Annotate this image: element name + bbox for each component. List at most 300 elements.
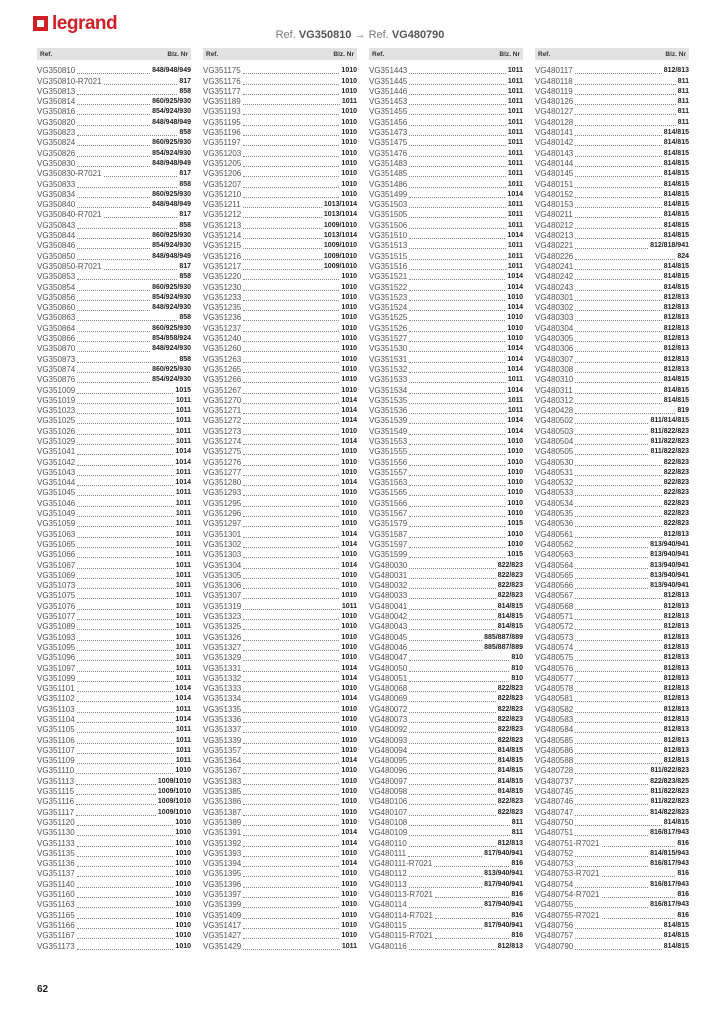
table-row [369, 900, 523, 910]
dot-leader [243, 546, 339, 548]
row-reference: VG351211 [203, 200, 241, 210]
table-row [203, 890, 357, 900]
header-page-label: Blz. Nr [665, 50, 686, 58]
row-reference: VG480757 [535, 931, 574, 941]
table-row [203, 447, 357, 457]
table-row [535, 138, 689, 148]
table-row [37, 426, 191, 436]
row-page-number: 819 [677, 407, 689, 415]
row-reference: VG351167 [37, 931, 75, 941]
dot-leader [77, 278, 177, 280]
row-reference: VG351075 [37, 591, 76, 601]
row-page-number: 817 [179, 170, 191, 178]
dot-leader [77, 381, 150, 383]
row-page-number: 1010 [341, 77, 357, 85]
dot-leader [575, 340, 661, 342]
table-row [37, 282, 191, 292]
row-page-number: 810 [511, 664, 523, 672]
dot-leader [77, 865, 174, 867]
dot-leader [77, 505, 174, 507]
table-row [37, 97, 191, 107]
table-row [369, 478, 523, 488]
dot-leader [409, 845, 496, 847]
row-reference: VG480128 [535, 117, 574, 127]
table-row [369, 251, 523, 261]
row-page-number: 814/815 [497, 602, 523, 610]
row-page-number: 811 [677, 118, 689, 126]
row-page-number: 1010 [341, 468, 357, 476]
dot-leader [77, 113, 150, 115]
row-reference: VG351539 [369, 416, 408, 426]
table-row [369, 715, 523, 725]
row-page-number: 858 [179, 355, 191, 363]
dot-leader [409, 721, 495, 723]
table-row [37, 941, 191, 951]
row-reference: VG351059 [37, 519, 76, 529]
row-reference: VG480152 [535, 189, 574, 199]
row-reference: VG351135 [37, 848, 75, 858]
row-reference: VG351273 [203, 426, 242, 436]
table-row [203, 200, 357, 210]
dot-leader [575, 412, 675, 414]
row-reference: VG351130 [37, 828, 75, 838]
row-reference: VG480565 [535, 570, 574, 580]
table-row [369, 117, 523, 127]
dot-leader [575, 577, 648, 579]
table-row [535, 529, 689, 539]
header-page-label: Blz. Nr [333, 50, 354, 58]
row-page-number: 1010 [341, 798, 357, 806]
dot-leader [409, 216, 506, 218]
row-page-number: 1011 [175, 674, 191, 682]
row-reference: VG351104 [37, 715, 75, 724]
dot-leader [575, 330, 661, 332]
row-reference: VG351271 [203, 406, 242, 416]
table-row [535, 190, 689, 200]
table-row [37, 241, 191, 251]
dot-leader [409, 927, 482, 929]
table-row [37, 725, 191, 735]
table-row [37, 323, 191, 333]
table-row [535, 550, 689, 560]
row-page-number: 860/925/930 [152, 324, 191, 332]
row-page-number: 1010 [341, 159, 357, 167]
table-row [535, 807, 689, 817]
row-reference: VG480212 [535, 220, 574, 230]
row-page-number: 1010 [507, 314, 523, 322]
row-page-number: 1010 [341, 335, 357, 343]
row-reference: VG350814 [37, 97, 76, 107]
row-page-number: 1014 [507, 273, 523, 281]
dot-leader [409, 639, 482, 641]
row-reference: VG480116 [369, 941, 407, 951]
row-page-number: 817 [179, 211, 191, 219]
row-reference: VG351329 [203, 653, 242, 663]
dot-leader [575, 752, 661, 754]
dot-leader [575, 309, 661, 311]
table-row [369, 293, 523, 303]
row-page-number: 858 [179, 221, 191, 229]
row-reference: VG480213 [535, 231, 574, 241]
dot-leader [77, 525, 174, 527]
row-page-number: 814/815 [497, 746, 523, 754]
table-row [203, 313, 357, 323]
row-page-number: 1014 [507, 190, 523, 198]
row-reference: VG351399 [203, 900, 242, 910]
dot-leader [409, 474, 505, 476]
row-reference: VG480577 [535, 673, 574, 683]
table-row [203, 282, 357, 292]
row-page-number: 1011 [175, 633, 191, 641]
row-page-number: 814/815 [663, 921, 689, 929]
table-row [535, 715, 689, 725]
row-reference: VG351217 [203, 261, 242, 271]
dot-leader [243, 443, 339, 445]
table-row [37, 910, 191, 920]
row-page-number: 1010 [175, 880, 191, 888]
row-reference: VG351563 [369, 478, 408, 488]
dot-leader [243, 433, 339, 435]
dot-leader [77, 608, 174, 610]
row-reference: VG351160 [37, 890, 75, 900]
row-page-number: 848/948/949 [152, 118, 191, 126]
table-row [203, 941, 357, 951]
dot-leader [575, 680, 661, 682]
row-reference: VG351456 [369, 117, 408, 127]
table-row [535, 303, 689, 313]
table-row [37, 231, 191, 241]
table-row [37, 663, 191, 673]
table-row [203, 97, 357, 107]
row-page-number: 822/823 [497, 582, 523, 590]
dot-leader [575, 742, 661, 744]
row-reference: VG480588 [535, 756, 574, 766]
row-reference: VG480301 [535, 292, 574, 302]
dot-leader [575, 628, 661, 630]
dot-leader [77, 103, 150, 105]
row-page-number: 1010 [341, 304, 357, 312]
table-row [535, 76, 689, 86]
row-reference: VG480050 [369, 663, 408, 673]
dot-leader [243, 917, 339, 919]
table-row [369, 365, 523, 375]
legrand-logo-text: legrand [52, 13, 118, 34]
row-reference: VG351556 [369, 457, 408, 467]
row-reference: VG351567 [369, 509, 408, 519]
title-from-ref: VG350810 [298, 29, 352, 41]
row-page-number: 812/813 [663, 716, 689, 723]
row-page-number: 1011 [175, 582, 191, 590]
row-reference: VG350830-R7021 [37, 169, 102, 179]
row-reference: VG351387 [203, 807, 242, 817]
table-row [535, 735, 689, 745]
table-row [369, 344, 523, 354]
row-page-number: 1011 [175, 530, 191, 538]
row-page-number: 814/815 [497, 788, 523, 796]
table-row [535, 859, 689, 869]
table-row [37, 746, 191, 756]
table-row [535, 591, 689, 601]
dot-leader [575, 381, 661, 383]
dot-leader [409, 72, 506, 74]
table-row [203, 293, 357, 303]
table-row [535, 241, 689, 251]
row-page-number: 860/925/930 [152, 190, 191, 198]
row-reference: VG351565 [369, 488, 408, 498]
dot-leader [243, 392, 339, 394]
row-page-number: 1010 [341, 376, 357, 384]
table-row [203, 190, 357, 200]
row-reference: VG480728 [535, 766, 574, 776]
row-reference: VG480069 [369, 694, 408, 704]
row-page-number: 816 [677, 911, 689, 919]
row-page-number: 812/813 [497, 839, 523, 847]
row-reference: VG351385 [203, 787, 242, 797]
dot-leader [575, 608, 661, 610]
dot-leader [575, 350, 661, 352]
dot-leader [575, 772, 648, 774]
dot-leader [575, 206, 661, 208]
row-page-number: 1010 [175, 891, 191, 899]
dot-leader [575, 721, 661, 723]
table-row [203, 735, 357, 745]
table-row [37, 437, 191, 447]
table-row [37, 766, 191, 776]
dot-leader [409, 772, 495, 774]
row-reference: VG351503 [369, 200, 408, 210]
row-reference: VG351445 [369, 76, 408, 86]
row-page-number: 817 [179, 262, 191, 270]
row-page-number: 812/813 [663, 746, 689, 754]
row-reference: VG350820 [37, 117, 76, 127]
row-page-number: 1011 [175, 551, 191, 559]
dot-leader [243, 639, 339, 641]
row-reference: VG480790 [535, 941, 574, 951]
table-row [535, 220, 689, 230]
row-page-number: 860/925/930 [152, 365, 191, 373]
dot-leader [243, 494, 339, 496]
table-row [535, 766, 689, 776]
row-reference: VG351476 [369, 148, 408, 158]
table-row [535, 159, 689, 169]
row-page-number: 1010 [341, 458, 357, 466]
table-row [203, 210, 357, 220]
dot-leader [409, 422, 505, 424]
row-reference: VG480583 [535, 715, 574, 724]
row-reference: VG350826 [37, 148, 76, 158]
dot-leader [409, 361, 505, 363]
table-row [369, 159, 523, 169]
row-reference: VG351193 [203, 107, 241, 117]
table-row [203, 365, 357, 375]
dot-leader [409, 371, 505, 373]
row-page-number: 814/815 [663, 149, 689, 157]
table-row [37, 406, 191, 416]
row-reference: VG480032 [369, 581, 408, 591]
table-row [535, 941, 689, 951]
row-page-number: 812/813 [663, 736, 689, 744]
dot-leader [243, 474, 339, 476]
row-reference: VG351336 [203, 715, 242, 724]
row-page-number: 1010 [341, 808, 357, 816]
row-reference: VG351046 [37, 498, 76, 508]
row-page-number: 817 [179, 77, 191, 85]
row-page-number: 1014 [175, 716, 191, 723]
dot-leader [243, 845, 339, 847]
row-page-number: 814/815 [497, 767, 523, 775]
header-ref-label: Ref. [206, 50, 219, 58]
dot-leader [409, 762, 495, 764]
row-reference: VG351115 [37, 787, 75, 797]
table-row [535, 117, 689, 127]
row-reference: VG351136 [37, 859, 75, 869]
dot-leader [77, 464, 173, 466]
row-reference: VG480582 [535, 704, 574, 714]
table-row [369, 87, 523, 97]
dot-leader [575, 494, 661, 496]
row-reference: VG351510 [369, 231, 408, 241]
dot-leader [575, 525, 661, 527]
row-page-number: 1014 [507, 345, 523, 353]
row-page-number: 1014 [341, 674, 357, 682]
dot-leader [77, 165, 150, 167]
row-reference: VG351069 [37, 570, 76, 580]
row-reference: VG351103 [37, 704, 75, 714]
row-reference: VG351521 [369, 272, 408, 282]
row-page-number: 1010 [341, 448, 357, 456]
dot-leader [575, 144, 661, 146]
row-reference: VG350824 [37, 138, 76, 148]
table-row [203, 179, 357, 189]
table-row [369, 797, 523, 807]
dot-leader [104, 175, 178, 177]
dot-leader [77, 247, 150, 249]
row-page-number: 822/823 [663, 468, 689, 476]
dot-leader [575, 948, 661, 950]
row-page-number: 1011 [507, 180, 523, 188]
row-reference: VG351265 [203, 364, 242, 374]
dot-leader [575, 433, 648, 435]
table-row [369, 591, 523, 601]
row-page-number: 1010 [341, 685, 357, 693]
dot-leader [409, 742, 495, 744]
row-reference: VG350846 [37, 241, 76, 251]
row-reference: VG350860 [37, 303, 76, 313]
table-row [369, 498, 523, 508]
row-reference: VG351325 [203, 622, 242, 632]
row-reference: VG480755-R7021 [535, 910, 600, 920]
table-row [369, 921, 523, 931]
row-reference: VG351023 [37, 406, 76, 416]
row-page-number: 1010 [341, 623, 357, 631]
row-reference: VG351326 [203, 632, 242, 642]
row-page-number: 1010 [175, 849, 191, 857]
row-page-number: 1010 [341, 716, 357, 723]
row-reference: VG350810-R7021 [37, 76, 102, 86]
table-row [369, 879, 523, 889]
row-page-number: 854/924/930 [152, 293, 191, 301]
row-page-number: 1010 [507, 468, 523, 476]
row-reference: VG351173 [37, 941, 75, 951]
table-row [535, 447, 689, 457]
dot-leader [243, 618, 339, 620]
dot-leader [76, 814, 156, 816]
row-page-number: 1010 [175, 818, 191, 826]
row-reference: VG480111-R7021 [369, 859, 433, 869]
row-reference: VG351096 [37, 653, 76, 663]
table-row [369, 684, 523, 694]
dot-leader [243, 412, 339, 414]
table-row [535, 601, 689, 611]
dot-leader [243, 340, 339, 342]
page-number: 62 [37, 984, 49, 995]
row-page-number: 812/813 [663, 757, 689, 765]
row-page-number: 854/924/930 [152, 108, 191, 116]
row-page-number: 1010 [341, 849, 357, 857]
row-reference: VG351523 [369, 292, 408, 302]
row-reference: VG351301 [203, 529, 242, 539]
row-page-number: 813/940/941 [484, 870, 523, 878]
row-page-number: 858 [179, 129, 191, 137]
row-page-number: 822/823 [663, 458, 689, 466]
row-page-number: 816/817/943 [650, 901, 689, 909]
row-reference: VG351237 [203, 323, 242, 333]
row-reference: VG350840-R7021 [37, 210, 102, 220]
dot-leader [243, 515, 339, 517]
row-page-number: 1014 [341, 561, 357, 569]
dot-leader [243, 93, 340, 95]
table-row [203, 828, 357, 838]
row-reference: VG351339 [203, 735, 242, 745]
row-page-number: 1015 [507, 520, 523, 528]
row-page-number: 1011 [175, 520, 191, 528]
row-reference: VG351522 [369, 282, 408, 292]
row-reference: VG480754-R7021 [535, 890, 600, 900]
table-row [203, 66, 357, 76]
dot-leader [243, 350, 339, 352]
dot-leader [77, 299, 150, 301]
dot-leader [409, 536, 505, 538]
row-page-number: 1014 [341, 437, 357, 445]
reference-column [37, 48, 191, 952]
table-row [203, 910, 357, 920]
table-row [369, 643, 523, 653]
table-row [37, 704, 191, 714]
row-page-number: 1009/1010 [157, 777, 191, 785]
row-reference: VG350854 [37, 282, 76, 292]
dot-leader [77, 917, 174, 919]
dot-leader [575, 474, 661, 476]
table-row [369, 838, 523, 848]
dot-leader [77, 556, 174, 558]
row-page-number: 1014 [175, 448, 191, 456]
row-page-number: 1011 [175, 726, 191, 734]
table-row [37, 735, 191, 745]
row-page-number: 1011 [507, 67, 523, 75]
row-page-number: 813/940/941 [650, 582, 689, 590]
row-reference: VG351165 [37, 910, 75, 920]
row-reference: VG480753 [535, 859, 574, 869]
table-row [369, 735, 523, 745]
dot-leader [243, 422, 339, 424]
row-reference: VG480745 [535, 787, 574, 797]
row-page-number: 822/823 [497, 726, 523, 734]
row-reference: VG351095 [37, 642, 76, 652]
dot-leader [77, 361, 177, 363]
dot-leader [77, 196, 150, 198]
dot-leader [409, 464, 505, 466]
row-page-number: 812/813 [663, 674, 689, 682]
